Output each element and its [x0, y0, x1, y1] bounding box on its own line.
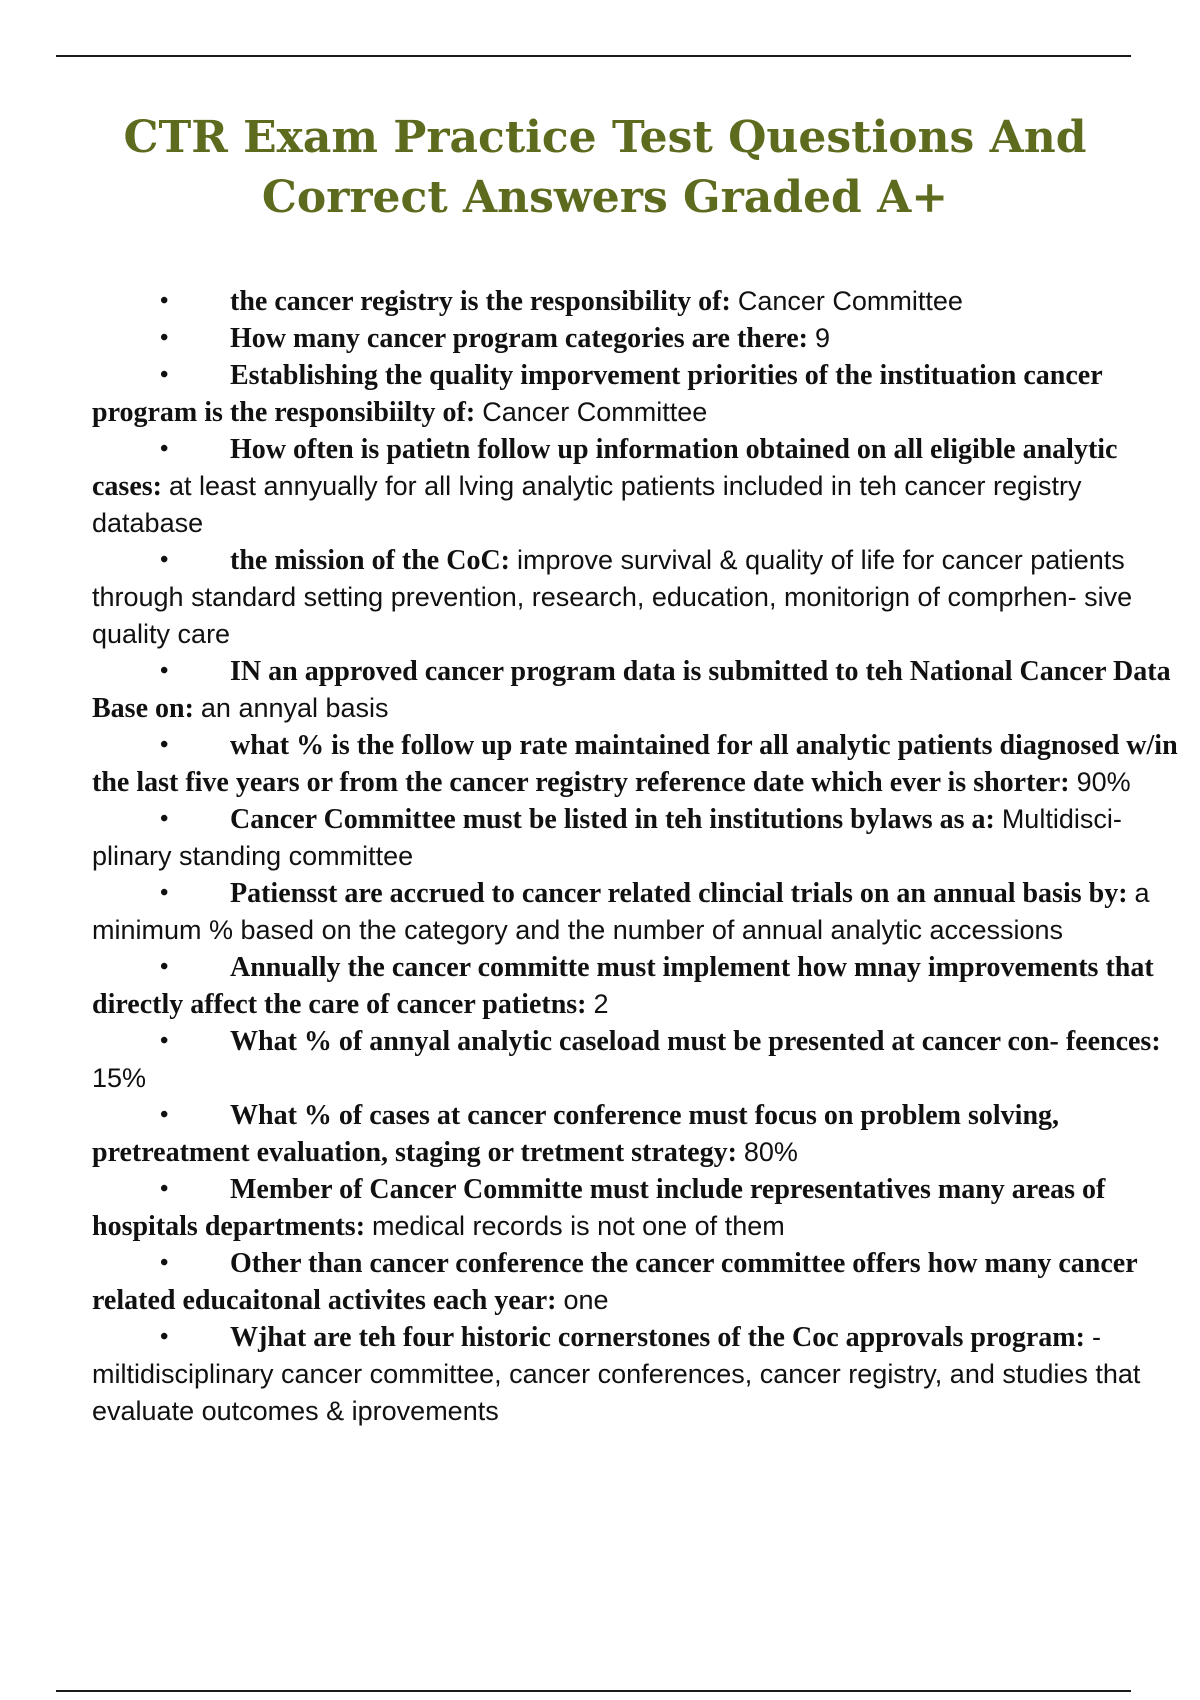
list-item [92, 431, 1192, 542]
list-item [92, 727, 1192, 801]
question-text: What % of annyal analytic caseload must be presented at cancer con- feences: [230, 1026, 1161, 1057]
question-text: Establishing the quality imporvement priorities of the instituation cancer program is the responsibiilty of: [92, 360, 1103, 428]
bullet-icon: • [160, 880, 169, 906]
bullet-icon: • [160, 547, 169, 573]
bullet-icon: • [160, 1324, 169, 1350]
question-text: Annually the cancer committe must implement how mnay improvements that directly affect the care of cancer patietns: [92, 952, 1154, 1020]
bullet-icon: • [160, 1028, 169, 1054]
bullet-icon: • [160, 1102, 169, 1128]
bullet-icon: • [160, 288, 169, 314]
bullet-icon: • [160, 1250, 169, 1276]
list-item [92, 1097, 1192, 1171]
list-item [92, 1171, 1192, 1245]
answer-text: 90% [1076, 767, 1131, 797]
list-item [92, 320, 1192, 357]
question-text: IN an approved cancer program data is submitted to teh National Cancer Data Base on: [92, 656, 1171, 724]
question-text: Other than cancer conference the cancer committee offers how many cancer related educaitonal activites each year: [92, 1248, 1138, 1316]
bullet-icon: • [160, 362, 169, 388]
answer-text: Multidisci- plinary standing committee [92, 804, 1122, 871]
qa-list [92, 283, 1192, 1430]
answer-text: 80% [743, 1137, 798, 1167]
answer-text: 9 [814, 323, 831, 353]
answer-text: 2 [593, 989, 609, 1019]
bullet-icon: • [160, 806, 169, 832]
answer-text: Cancer Committee [737, 286, 963, 316]
question-text: Cancer Committee must be listed in teh institutions bylaws as a: [230, 804, 995, 835]
answer-text: at least annyually for all lving analytic patients included in teh cancer registry database [92, 471, 1082, 538]
list-item [92, 1023, 1192, 1097]
answer-text: - miltidisciplinary cancer committee, cancer conferences, cancer registry, and studies that evaluate outcomes & iprovements [92, 1322, 1141, 1426]
question-text: Patiensst are accrued to cancer related clincial trials on an annual basis by: [230, 878, 1128, 909]
bullet-icon: • [160, 954, 169, 980]
list-item [92, 1319, 1192, 1430]
list-item [92, 875, 1192, 949]
list-item [92, 357, 1192, 431]
list-item [92, 949, 1192, 1023]
question-text: Wjhat are teh four historic cornerstones of the Coc approvals program: [230, 1322, 1085, 1353]
page-title: CTR Exam Practice Test Questions And Correct Answers Graded A+ [123, 112, 1087, 223]
answer-text: an annyal basis [200, 693, 389, 723]
bullet-icon: • [160, 1176, 169, 1202]
question-text: What % of cases at cancer conference must focus on problem solving, pretreatment evaluation, staging or tretment strategy: [92, 1100, 1060, 1168]
question-text: the cancer registry is the responsibility of: [230, 286, 731, 317]
bullet-icon: • [160, 658, 169, 684]
question-text: the mission of the CoC: [230, 545, 510, 576]
question-text: How often is patietn follow up information obtained on all eligible analytic cases: [92, 434, 1118, 502]
top-rule [56, 55, 1131, 57]
answer-text: one [563, 1285, 609, 1315]
answer-text: a minimum % based on the category and the number of annual analytic accessions [92, 878, 1150, 945]
question-text: How many cancer program categories are there: [230, 323, 808, 354]
question-text: Member of Cancer Committe must include representatives many areas of hospitals departments: [92, 1174, 1106, 1242]
list-item [92, 1245, 1192, 1319]
bullet-icon: • [160, 436, 169, 462]
list-item [92, 542, 1192, 653]
answer-text: improve survival & quality of life for cancer patients through standard setting prevention, research, education, monitorign of comprhen- sive quality care [92, 545, 1133, 649]
bullet-icon: • [160, 325, 169, 351]
bottom-rule [56, 1690, 1131, 1692]
bullet-icon: • [160, 732, 169, 758]
answer-text: 15% [92, 1063, 147, 1093]
question-text: what % is the follow up rate maintained for all analytic patients diagnosed w/in the last five years or from the cancer registry reference date which ever is shorter: [92, 730, 1178, 798]
answer-text: medical records is not one of them [372, 1211, 785, 1241]
list-item [92, 801, 1192, 875]
list-item [92, 283, 1192, 320]
list-item [92, 653, 1192, 727]
answer-text: Cancer Committee [482, 397, 708, 427]
